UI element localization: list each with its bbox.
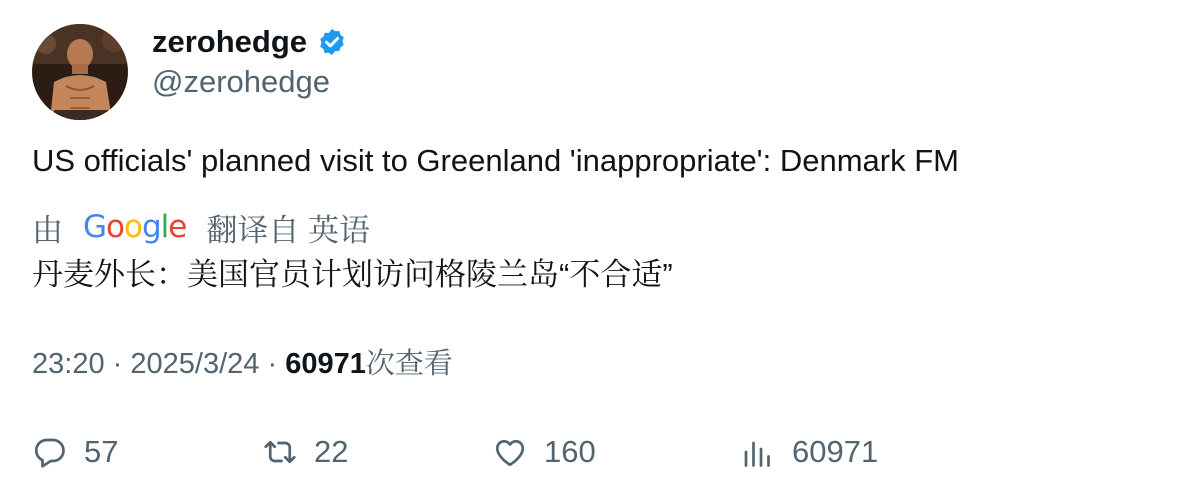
views-label: 次查看 [365,348,453,380]
avatar-image [32,24,128,120]
views-button[interactable] [740,430,878,474]
views-count: 60971 [285,348,366,380]
google-logo: Google [83,209,187,245]
meta-separator: · [267,348,278,380]
like-count: 160 [544,434,596,469]
reply-icon [32,434,68,470]
translation-attribution[interactable] [32,207,370,247]
tweet-time[interactable]: 23:20 [32,348,105,380]
author-display-name[interactable]: zerohedge [152,24,308,59]
meta-separator: · [112,348,123,380]
retweet-icon [262,434,298,470]
tweet-date[interactable]: 2025/3/24 [130,348,260,380]
views-total: 60971 [792,434,879,469]
translation-suffix: 翻译自 英语 [206,212,370,248]
avatar[interactable] [32,24,128,120]
analytics-bar-icon [740,434,776,470]
like-button[interactable] [492,430,596,474]
reply-button[interactable] [32,430,118,474]
author-handle[interactable]: @zerohedge [152,64,330,99]
verified-badge-icon [317,27,347,57]
heart-icon [492,434,528,470]
translation-prefix: 由 [32,212,63,248]
tweet-meta [32,344,453,384]
reply-count: 57 [84,434,119,469]
tweet-text: US officials' planned visit to Greenland 'inappropriate': Denmark FM [32,143,959,178]
author-name-row[interactable] [152,22,347,62]
retweet-count: 22 [314,434,349,469]
translated-text: 丹麦外长：美国官员计划访问格陵兰岛“不合适” [32,257,673,292]
retweet-button[interactable] [262,430,348,474]
